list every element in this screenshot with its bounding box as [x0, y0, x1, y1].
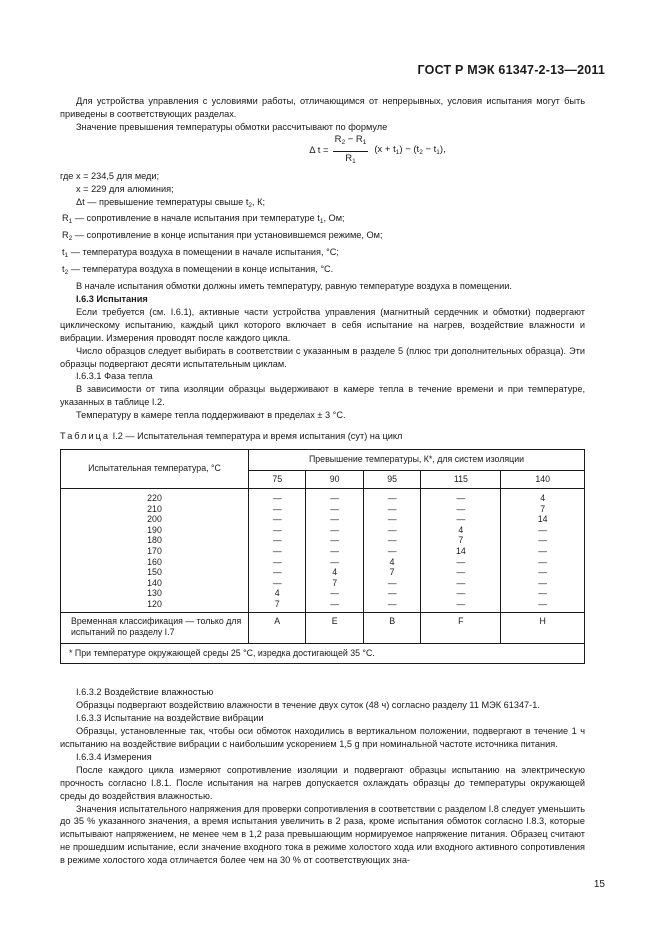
formula-rhs [374, 144, 445, 160]
paragraph: Значение превышения температуры обмотки рассчитывают по формуле [76, 121, 388, 132]
test-table [60, 449, 585, 664]
table-cell-value: — [387, 588, 397, 599]
table-cell-value: — [456, 556, 466, 567]
where-text: R [62, 213, 69, 224]
subsection-heading: I.6.3.2 Воздействие влажностью [76, 687, 214, 698]
page-number: 15 [593, 879, 605, 890]
paragraph: Температуру в камере тепла поддерживают в пределах ± 3 °С. [76, 410, 346, 421]
classification-value: Е [306, 613, 363, 644]
where-text: t [62, 264, 65, 275]
table-data-row [61, 488, 585, 613]
where-line [60, 263, 585, 280]
table-cell-value: — [272, 567, 282, 578]
formula-numerator [333, 134, 369, 152]
formula-denominator [345, 152, 356, 169]
where-text: R [62, 230, 69, 241]
table-cell-value: — [272, 514, 282, 525]
table-cell-value: 200 [147, 514, 162, 525]
temperature-column [61, 488, 249, 613]
table-cell-value: 160 [147, 556, 162, 567]
table-cell-value: — [538, 567, 548, 578]
table-cell-value: — [538, 524, 548, 535]
paragraph: Для устройства управления с условиями работы, отличающимся от непрерывных, условия испытания могут быть приведены в соответствующих разделах. [60, 96, 585, 119]
formula-text: R [345, 153, 353, 165]
subsection-heading: I.6.3.3 Испытание на воздействие вибрации [76, 713, 264, 724]
section-heading: I.6.3 Испытания [76, 293, 148, 304]
paragraph: Число образцов следует выбирать в соответствии с указанным в разделе 5 (плюс три дополнительных образца). Эти образцы подвергают десяти испытательным циклам. [60, 345, 585, 369]
table-cell-value: 120 [147, 598, 162, 609]
table-footnote: * При температуре окружающей среды 25 °С, изредка достигающей 35 °С. [61, 644, 585, 664]
table-cell-value: — [456, 588, 466, 599]
table-cell-value: — [330, 503, 340, 514]
where-text: — сопротивление в начале испытания при температуре t [72, 213, 320, 224]
values-column [249, 488, 306, 613]
header-system: 140 [501, 470, 585, 488]
table-cell-value: — [272, 556, 282, 567]
table-cell-value: 7 [274, 598, 280, 609]
classification-value: Н [501, 613, 585, 644]
where-line [60, 229, 585, 246]
table-caption-text: I.2 — Испытательная температура и время испытания (сут) на цикл [110, 431, 403, 442]
table-cell-value: — [538, 535, 548, 546]
table-cell-value: — [456, 514, 466, 525]
table-cell-value: — [387, 577, 397, 588]
spacer [60, 664, 585, 686]
formula-text: R [334, 134, 342, 146]
standard-designation: ГОСТ Р МЭК 61347-2-13—2011 [417, 63, 605, 77]
table-cell-value: — [272, 492, 282, 503]
header-system: 95 [363, 470, 420, 488]
table-cell-value: — [456, 503, 466, 514]
header-system: 115 [421, 470, 501, 488]
table-cell-value: — [538, 598, 548, 609]
table-cell-value: 4 [274, 588, 280, 599]
table-header-row [61, 449, 585, 470]
table-cell-value: — [272, 545, 282, 556]
table-cell-value: 220 [147, 492, 162, 503]
footnote-row [61, 644, 585, 664]
where-text: , Ом; [323, 213, 345, 224]
table-cell-value: 7 [540, 503, 546, 514]
formula-subscript: 2 [341, 139, 346, 147]
where-text: — сопротивление в конце испытания при установившемся режиме, Ом; [72, 230, 383, 241]
body-text [60, 95, 585, 867]
where-subscript: 1 [319, 218, 324, 226]
paragraph: Значения испытательного напряжения для проверки сопротивления в соответствии с разделом I.8 следует уменьшить до 35 % указанного значения, а время испытания увеличить в 2 раза, кроме испытания обмоток согласно I.8.3, которые испытывают напряжением, не менее чем в 1,2 раза превышающим нормируемое напряжение питания. Образец считают не прошедшим испытание, если значение входного тока в режиме холостого хода или входного активного сопротивления в режиме холостого хода отличается более чем на 30 % от соответствующих зна- [60, 803, 585, 866]
values-column [501, 488, 585, 613]
where-line: x = 229 для алюминия; [76, 183, 174, 194]
table-cell-value: — [456, 567, 466, 578]
table-caption [60, 430, 585, 443]
table-cell-value: — [387, 524, 397, 535]
classification-value: В [363, 613, 420, 644]
table-cell-value: — [456, 598, 466, 609]
where-line [60, 196, 585, 213]
table-cell-value: 150 [147, 567, 162, 578]
where-subscript: 2 [64, 269, 69, 277]
formula-text: − t [422, 143, 437, 155]
table-cell-value: — [330, 588, 340, 599]
formula-subscript: 1 [436, 148, 440, 156]
classification-label: Временная классификация — только для испытаний по разделу I.7 [61, 613, 249, 644]
table-cell-value: — [330, 492, 340, 503]
formula-text: ), [439, 143, 446, 155]
table-cell-value: — [387, 535, 397, 546]
table-cell-value: 7 [332, 577, 338, 588]
table-cell-value: — [330, 598, 340, 609]
where-subscript: 1 [64, 252, 69, 260]
paragraph: После каждого цикла измеряют сопротивление изоляции и подвергают образцы испытанию на электрическую прочность согласно I.8.1. После испытания на нагрев допускается охлаждать образцы до температуры окружающей среды до воздействия влажностью. [60, 764, 585, 801]
where-subscript: 2 [248, 201, 252, 209]
table-cell-value: — [330, 535, 340, 546]
table-cell-value: — [330, 545, 340, 556]
formula-text: ) − (t [399, 143, 420, 155]
table-cell-value: 4 [458, 524, 464, 535]
table-cell-value: — [272, 524, 282, 535]
table-cell-value: — [330, 556, 340, 567]
table-cell-value: 210 [147, 503, 162, 514]
formula-fraction [333, 134, 369, 169]
formula-subscript: 2 [419, 148, 423, 156]
formula-lhs: Δ t = [309, 145, 329, 157]
table-cell-value: 180 [147, 535, 162, 546]
table-cell-value: — [387, 492, 397, 503]
table-cell-value: — [387, 503, 397, 514]
table-cell-value: 14 [455, 545, 466, 556]
table-cell-value: 130 [147, 588, 162, 599]
table-cell-value: 4 [389, 556, 395, 567]
subsection-heading: I.6.3.4 Измерения [76, 751, 152, 762]
formula [170, 134, 585, 170]
table-cell-value: — [330, 524, 340, 535]
values-column [306, 488, 363, 613]
where-subscript: 1 [68, 218, 73, 226]
formula-text: − R [345, 134, 363, 146]
classification-row [61, 613, 585, 644]
where-subscript: 2 [68, 235, 73, 243]
formula-subscript: 1 [362, 139, 367, 147]
paragraph: В зависимости от типа изоляции образцы выдерживают в камере тепла в течение времени и при температуре, указанных в таблице I.2. [60, 384, 585, 408]
classification-value: F [421, 613, 501, 644]
table-cell-value: — [538, 545, 548, 556]
paragraph: Если требуется (см. I.6.1), активные части устройства управления (магнитный сердечник и обмотки) подвергают циклическому испытанию, каждый цикл которого включает в себя испытание на нагрев, воздействие влажности и вибрации. Измерения проводят после каждого цикла. [60, 306, 585, 343]
header-system: 75 [249, 470, 306, 488]
table-cell-value: — [272, 577, 282, 588]
subsection-heading: I.6.3.1 Фаза тепла [76, 371, 153, 382]
table-cell-value: — [538, 577, 548, 588]
table-cell-value: 14 [537, 514, 548, 525]
where-text: — температура воздуха в помещении в начале испытания, °С; [68, 247, 339, 258]
values-column [421, 488, 501, 613]
values-column [363, 488, 420, 613]
formula-subscript: 1 [395, 148, 400, 156]
table-cell-value: — [456, 492, 466, 503]
table-cell-value: 4 [332, 567, 338, 578]
table-cell-value: 190 [147, 524, 162, 535]
where-text: , К; [252, 196, 266, 207]
paragraph: Образцы подвергают воздействию влажности в течение двух суток (48 ч) согласно разделу 11 МЭК 61347-1. [76, 700, 540, 711]
table-cell-value: — [330, 514, 340, 525]
table-cell-value: 4 [540, 492, 546, 503]
table-cell-value: — [387, 545, 397, 556]
table-cell-value: — [387, 598, 397, 609]
table-cell-value: — [538, 556, 548, 567]
table-cell-value: 170 [147, 545, 162, 556]
paragraph: В начале испытания обмотки должны иметь температуру, равную температуре воздуха в помещении. [76, 281, 512, 292]
header-insulation-group: Превышение температуры, К*, для систем изоляции [249, 449, 585, 470]
header-system: 90 [306, 470, 363, 488]
table-cell-value: — [272, 503, 282, 514]
table-cell-value: 140 [147, 577, 162, 588]
table-caption-label: Таблица [60, 431, 111, 442]
where-line: где x = 234,5 для меди; [60, 170, 160, 181]
table-cell-value: — [456, 577, 466, 588]
where-text: — температура воздуха в помещении в конце испытания, °С. [68, 264, 334, 275]
where-text: t [62, 247, 65, 258]
header-temperature: Испытательная температура, °С [61, 449, 249, 488]
table-cell-value: — [387, 514, 397, 525]
formula-text: (x + t [374, 143, 396, 155]
where-line [60, 246, 585, 263]
table-cell-value: 7 [389, 567, 395, 578]
table-cell-value: — [538, 588, 548, 599]
table-cell-value: — [272, 535, 282, 546]
classification-value: А [249, 613, 306, 644]
table-cell-value: 7 [458, 535, 464, 546]
where-text: Δt — превышение температуры свыше t [76, 196, 249, 207]
formula-subscript: 1 [352, 158, 356, 166]
where-line [60, 212, 585, 229]
paragraph: Образцы, установленные так, чтобы оси обмоток находились в вертикальном положении, подвергают в течение 1 ч испытанию на воздействие вибрации с наибольшим ускорением 1,5 g при номинальной частоте источника питания. [60, 726, 585, 749]
